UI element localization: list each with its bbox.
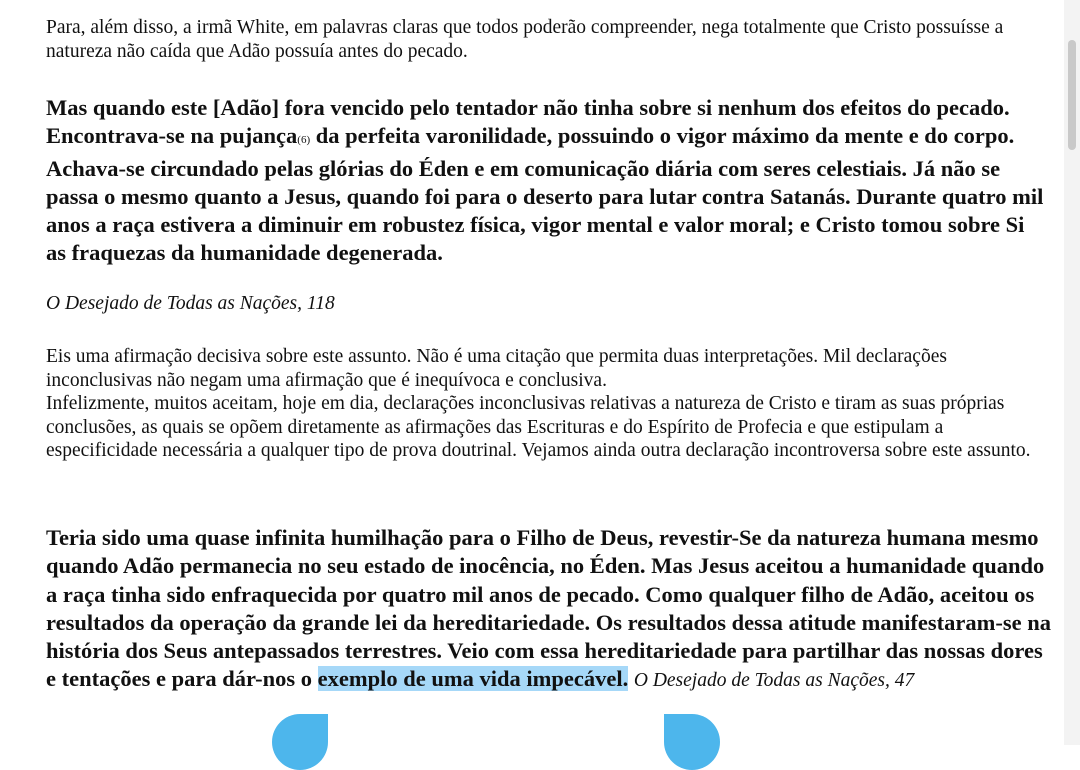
selection-end-handle[interactable] <box>664 714 720 770</box>
vertical-scrollbar[interactable] <box>1064 0 1080 745</box>
selection-start-handle[interactable] <box>272 714 328 770</box>
commentary-line-2: Infelizmente, muitos aceitam, hoje em dia, declarações inconclusivas relativas a natureza de Cristo e tiram as suas próprias conclusões, as quais se opõem diretamente as afirmações das Escrituras e do Espírito de Profecia e que estipulam a especificidade necessária a qualquer tipo de prova doutrinal. Vejamos ainda outra declaração incontroversa sobre este assunto. <box>46 393 1031 461</box>
quote-1-text-part-2: da perfeita varonilidade, possuindo o vigor máximo da mente e do corpo. Achava-se circundado pelas glórias do Éden e em comunicação diária com seres celestiais. Já não se passa o mesmo quanto a Jesus, quando foi para o deserto para lutar contra Satanás. Durante quatro mil anos a raça estivera a diminuir em robustez física, vigor mental e valor moral; e Cristo tomou sobre Si as fraquezas da humanidade degenerada. <box>46 123 1044 266</box>
citation-1: O Desejado de Todas as Nações, 118 <box>46 293 335 314</box>
intro-paragraph: Para, além disso, a irmã White, em palavras claras que todos poderão compreender, nega totalmente que Cristo possuísse a natureza não caída que Adão possuía antes do pecado. <box>46 17 1004 62</box>
quote-block-2 <box>46 524 1056 696</box>
selected-text[interactable]: exemplo de uma vida impecável. <box>317 666 629 692</box>
quote-2-text: Teria sido uma quase infinita humilhação para o Filho de Deus, revestir-Se da natureza humana mesmo quando Adão permanecia no seu estado de inocência, no Éden. Mas Jesus aceitou a humanidade quando a raça tinha sido enfraquecida por quatro mil anos de pecado. Como qualquer filho de Adão, aceitou os resultados da operação da grande lei da hereditariedade. Os resultados dessa atitude manifestaram-se na história dos Seus antepassados terrestres. Veio com essa hereditariedade para partilhar das nossas dores e tentações e para dár-nos o <box>46 525 1051 692</box>
citation-2: O Desejado de Todas as Nações, 47 <box>633 670 915 692</box>
quote-1-text-part-1: Mas quando este [Adão] fora vencido pelo tentador não tinha sobre si nenhum dos efeitos do pecado. Encontrava-se na pujança <box>46 95 1010 149</box>
quote-block-1 <box>46 94 1046 268</box>
commentary-line-1: Eis uma afirmação decisiva sobre este assunto. Não é uma citação que permita duas interpretações. Mil declarações inconclusivas não negam uma afirmação que é inequívoca e conclusiva. <box>46 346 947 391</box>
scrollbar-thumb[interactable] <box>1068 40 1076 150</box>
commentary-paragraph <box>46 345 1046 463</box>
footnote-reference[interactable]: (6) <box>297 134 311 147</box>
